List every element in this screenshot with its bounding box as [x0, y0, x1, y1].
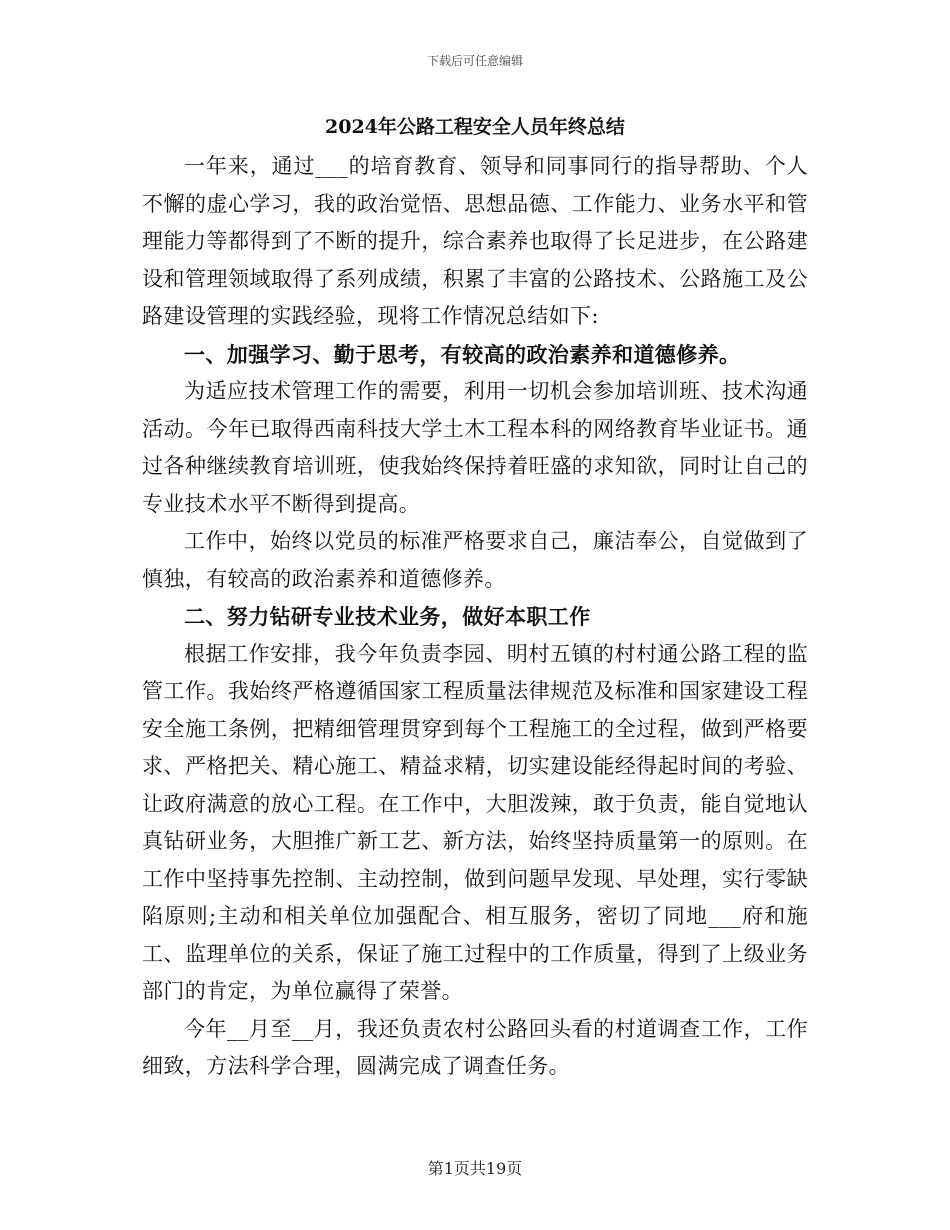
paragraph-study: 为适应技术管理工作的需要，利用一切机会参加培训班、技术沟通活动。今年已取得西南科技大学土木工程本科的网络教育毕业证书。通过各种继续教育培训班，使我始终保持着旺盛的求知欲，同时让自己的专业技术水平不断得到提高。 — [142, 379, 808, 516]
paragraph-intro: 一年来，通过___的培育教育、领导和同事同行的指导帮助、个人不懈的虚心学习，我的政治觉悟、思想品德、工作能力、业务水平和管理能力等都得到了不断的提升，综合素养也取得了长足进步，在公路建设和管理领域取得了系列成绩，积累了丰富的公路技术、公路施工及公路建设管理的实践经验，现将工作情况总结如下: — [142, 154, 808, 328]
document-title: 2024年公路工程安全人员年终总结 — [325, 116, 625, 138]
paragraph-survey: 今年__月至__月，我还负责农村公路回头看的村道调查工作，工作细致，方法科学合理，圆满完成了调查任务。 — [142, 1016, 808, 1078]
section-heading-2: 二、努力钻研专业技术业务，做好本职工作 — [184, 604, 591, 629]
page-header: 下载后可任意编辑 — [426, 54, 523, 68]
paragraph-work: 根据工作安排，我今年负责李园、明村五镇的村村通公路工程的监管工作。我始终严格遵循国家工程质量法律规范及标准和国家建设工程安全施工条例，把精细管理贯穿到每个工程施工的全过程，做到严格要求、严格把关、精心施工、精益求精，切实建设能经得起时间的考验、让政府满意的放心工程。在工作中，大胆泼辣，敢于负责，能自觉地认真钻研业务，大胆推广新工艺、新方法，始终坚持质量第一的原则。在工作中坚持事先控制、主动控制，做到问题早发现、早处理，实行零缺陷原则;主动和相关单位加强配合、相互服务，密切了同地___府和施工、监理单位的关系，保证了施工过程中的工作质量，得到了上级业务部门的肯定，为单位赢得了荣誉。 — [142, 641, 808, 1003]
paragraph-conduct: 工作中，始终以党员的标准严格要求自己，廉洁奉公，自觉做到了慎独，有较高的政治素养和道德修养。 — [142, 529, 808, 591]
page-footer: 第1页共19页 — [427, 1159, 523, 1178]
document-body — [142, 112, 808, 1086]
section-heading-1: 一、加强学习、勤于思考，有较高的政治素养和道德修养。 — [184, 341, 741, 367]
